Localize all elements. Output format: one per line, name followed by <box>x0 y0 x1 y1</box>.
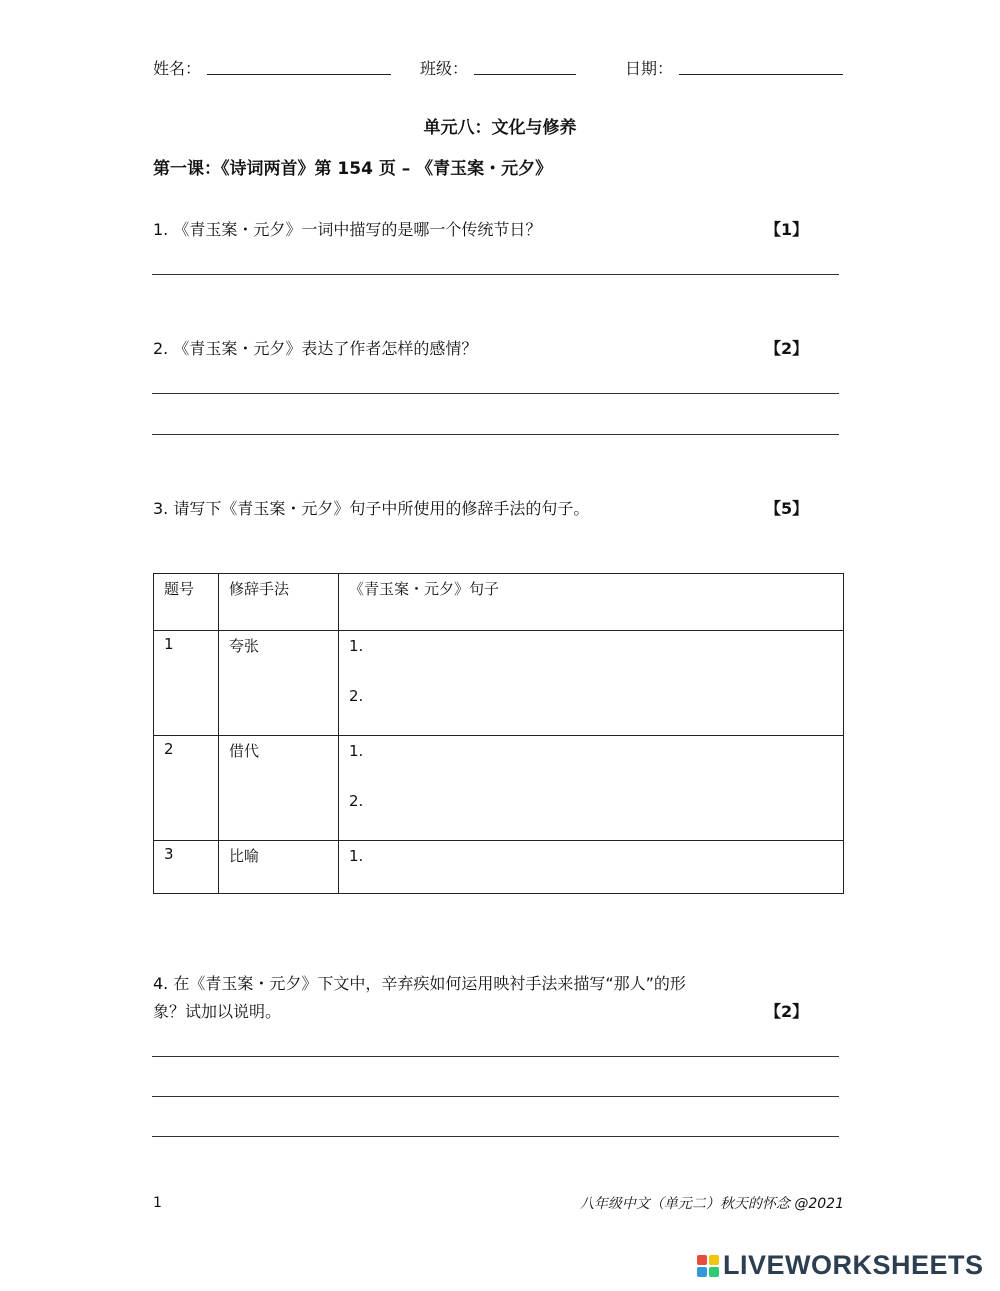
sentence-line: 2. <box>349 792 364 810</box>
question-2-mark: 【2】 <box>765 339 809 358</box>
sentence-line: 1. <box>349 742 364 760</box>
row-device: 夸张 <box>219 631 339 736</box>
row-sentence-cell[interactable] <box>339 841 844 894</box>
question-1-mark: 【1】 <box>765 220 809 239</box>
sentence-line: 1. <box>349 637 364 655</box>
name-label: 姓名： <box>153 59 202 78</box>
question-2-text: 2. 《青玉案・元夕》表达了作者怎样的感情？ <box>153 339 478 358</box>
answer-line-q4c[interactable] <box>152 1136 839 1137</box>
row-sentence-cell[interactable] <box>339 631 844 736</box>
row-device: 借代 <box>219 736 339 841</box>
logo-square-blue <box>697 1267 707 1277</box>
footer-text: 八年级中文（单元二）秋天的怀念 @2021 <box>579 1196 844 1212</box>
class-field[interactable] <box>474 74 576 75</box>
question-4-text-line1: 4. 在《青玉案・元夕》下文中，辛弃疾如何运用映衬手法来描写“那人”的形 <box>153 974 686 993</box>
answer-line-q1[interactable] <box>152 274 839 275</box>
answer-line-q4a[interactable] <box>152 1056 839 1057</box>
lesson-title: 第一课：《诗词两首》第 154 页 – 《青玉案・元夕》 <box>153 159 553 179</box>
header-sentence: 《青玉案・元夕》句子 <box>339 574 844 631</box>
header-number: 题号 <box>154 574 219 631</box>
table-row <box>154 631 844 736</box>
name-field[interactable] <box>207 74 391 75</box>
row-number: 1 <box>154 631 219 736</box>
answer-line-q2a[interactable] <box>152 393 839 394</box>
page-number: 1 <box>153 1195 162 1211</box>
table-header-row <box>154 574 844 631</box>
rhetoric-table <box>153 573 844 894</box>
question-4-text-line2: 象？试加以说明。 <box>153 1002 282 1021</box>
question-3-text: 3. 请写下《青玉案・元夕》句子中所使用的修辞手法的句子。 <box>153 499 590 518</box>
unit-title: 单元八：文化与修养 <box>423 118 577 138</box>
date-label: 日期： <box>625 59 674 78</box>
liveworksheets-logo[interactable] <box>697 1250 984 1281</box>
logo-squares-icon <box>697 1255 719 1277</box>
logo-square-yellow <box>709 1255 719 1265</box>
row-number: 3 <box>154 841 219 894</box>
logo-text: LIVEWORKSHEETS <box>723 1250 984 1280</box>
answer-line-q4b[interactable] <box>152 1096 839 1097</box>
table-row <box>154 736 844 841</box>
sentence-line: 2. <box>349 687 364 705</box>
logo-square-red <box>697 1255 707 1265</box>
row-number: 2 <box>154 736 219 841</box>
question-4-mark: 【2】 <box>765 1002 809 1021</box>
question-1-text: 1. 《青玉案・元夕》一词中描写的是哪一个传统节日？ <box>153 220 542 239</box>
class-label: 班级： <box>420 59 469 78</box>
row-device: 比喻 <box>219 841 339 894</box>
question-3-mark: 【5】 <box>765 499 809 518</box>
date-field[interactable] <box>679 74 843 75</box>
sentence-line: 1. <box>349 847 364 865</box>
table-row <box>154 841 844 894</box>
logo-square-green <box>709 1267 719 1277</box>
row-sentence-cell[interactable] <box>339 736 844 841</box>
answer-line-q2b[interactable] <box>152 434 839 435</box>
header-device: 修辞手法 <box>219 574 339 631</box>
